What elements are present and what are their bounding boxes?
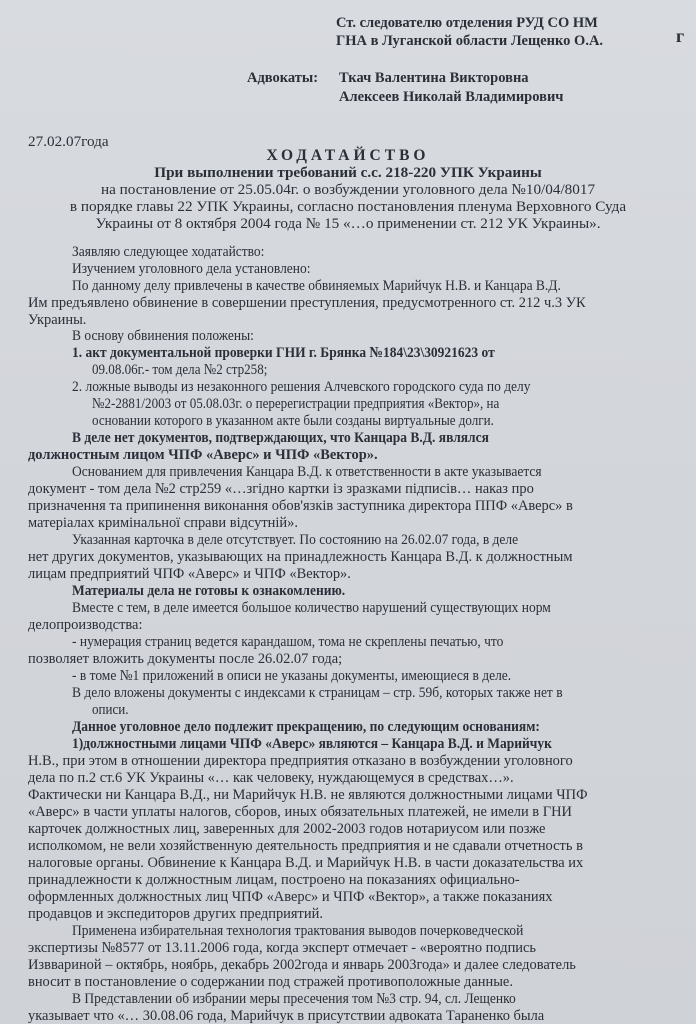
body-line: Основанием для привлечения Канцара В.Д. к ответственности в акте указывается [72,463,542,480]
document-title: ХОДАТАЙСТВО [266,147,430,164]
body-line: должностным лицом ЧПФ «Аверс» и ЧПФ «Вектор». [28,446,378,463]
subtitle-line: Украины от 8 октября 2004 года № 15 «…о применении ст. 212 УК Украины». [95,215,601,232]
recipient-line-2: ГНА в Луганской области Лещенко О.А. [336,33,604,49]
body-line: Заявляю следующее ходатайство: [72,243,265,260]
body-line: Данное уголовное дело подлежит прекращению, по следующим основаниям: [72,718,540,735]
body-line: принадлежности к должностным лицам, построено на показаниях официально- [28,871,520,888]
body-line: В Представлении об избрании меры пресечения том №3 стр. 94, сл. Лещенко [72,990,516,1007]
subtitle-line: При выполнении требований с.с. 218-220 УПК Украины [154,164,542,181]
body-line: - нумерация страниц ведется карандашом, тома не скреплены печатью, что [72,633,504,650]
body-line: 09.08.06г.- том дела №2 стр258; [92,361,268,378]
body-line: матеріалах кримінальної справи відсутній». [28,514,299,531]
body-line: В дело вложены документы с индексами к страницам – стр. 59б, которых также нет в [72,684,563,701]
body-line: экспертизы №8577 от 13.11.2006 года, когда эксперт отмечает - «вероятно подпись [28,939,537,956]
body-line: документ - том дела №2 стр259 «…згідно картки із зразками підписів… наказ про [28,480,534,497]
body-line: основании которого в указанном акте были созданы виртуальные долги. [92,412,494,429]
body-line: «Аверс» в части уплаты налогов, сборов, иных обязательных платежей, не имели в ГНИ [28,803,572,820]
body-line: По данному делу привлечены в качестве обвиняемых Марийчук Н.В. и Канцара В.Д. [72,277,561,294]
body-line: продавцов и экспедиторов других предприятий. [28,905,323,922]
body-line: Фактически ни Канцара В.Д., ни Марийчук Н.В. не являются должностными лицами ЧПФ [28,786,588,803]
advocate-1: Ткач Валентина Викторовна [339,70,529,86]
body-line: указывает что «… 30.08.06 года, Марийчук в присутствии адвоката Тараненко была [28,1007,545,1024]
body-line: Вместе с тем, в деле имеется большое количество нарушений существующих норм [72,599,551,616]
recipient-line-1: Ст. следователю отделения РУД СО НМ [336,15,598,31]
body-line: 1)должностными лицами ЧПФ «Аверс» являются – Канцара В.Д. и Марийчук [72,735,552,752]
body-line: описи. [92,701,129,718]
body-line: исполкомом, не вели хозяйственную деятельность предприятия и не сдавали отчетность в [28,837,583,854]
body-line: вносит в постановление о содержании под стражей противоположные данные. [28,973,513,990]
body-line: Изввариной – октябрь, ноябрь, декабрь 2002года и январь 2003года» и далее следователь [28,956,576,973]
corner-mark: г [676,26,685,46]
body-line: оформленных должностных лиц ЧПФ «Аверс» и ЧПФ «Вектор», а также показаниях [28,888,553,905]
body-line: 2. ложные выводы из незаконного решения Алчевского городского суда по делу [72,378,531,395]
body-line: Указанная карточка в деле отсутствует. По состоянию на 26.02.07 года, в деле [72,531,519,548]
body-line: В основу обвинения положены: [72,327,254,344]
body-line: нет других документов, указывающих на принадлежность Канцара В.Д. к должностным [28,548,573,565]
body-line: №2-2881/2003 от 05.08.03г. о перерегистрации предприятия «Вектор», на [92,395,500,412]
document-date: 27.02.07года [28,133,109,150]
body-line: Изучением уголовного дела установлено: [72,260,311,277]
body-line: В деле нет документов, подтверждающих, что Канцара В.Д. являлся [72,429,489,446]
body-line: делопроизводства: [28,616,143,633]
body-line: карточек должностных лиц, заверенных для 2002-2003 годов нотариусом или позже [28,820,546,837]
body-line: налоговые органы. Обвинение к Канцара В.Д. и Марийчук Н.В. в части доказательства их [28,854,584,871]
body-line: Им предъявлено обвинение в совершении преступления, предусмотренного ст. 212 ч.3 УК [28,294,586,311]
body-line: Материалы дела не готовы к ознакомлению. [72,582,346,599]
body-line: Применена избирательная технология трактования выводов почерковедческой [72,922,524,939]
body-line: 1. акт документальной проверки ГНИ г. Брянка №184\23\30921623 от [72,344,495,361]
body-line: дела по п.2 ст.6 УК Украины «… как человеку, нуждающемуся в средствах…». [28,769,514,786]
body-line: Украины. [28,311,87,328]
advocates-label: Адвокаты: [247,70,319,86]
subtitle-line: на постановление от 25.05.04г. о возбуждении уголовного дела №10/04/8017 [100,181,596,198]
body-line: лицам предприятий ЧПФ «Аверс» и ЧПФ «Вектор». [28,565,351,582]
body-line: позволяет вложить документы после 26.02.07 года; [28,650,343,667]
body-line: призначення та припинення виконання обов'язків заступника директора ППФ «Аверс» в [28,497,573,514]
body-line: Н.В., при этом в отношении директора предприятия отказано в возбуждении уголовного [28,752,573,769]
advocate-2: Алексеев Николай Владимирович [339,89,564,105]
body-line: - в томе №1 приложений в описи не указаны документы, имеющиеся в деле. [72,667,512,684]
subtitle-line: в порядке главы 22 УПК Украины, согласно постановления пленума Верховного Суда [69,198,627,215]
